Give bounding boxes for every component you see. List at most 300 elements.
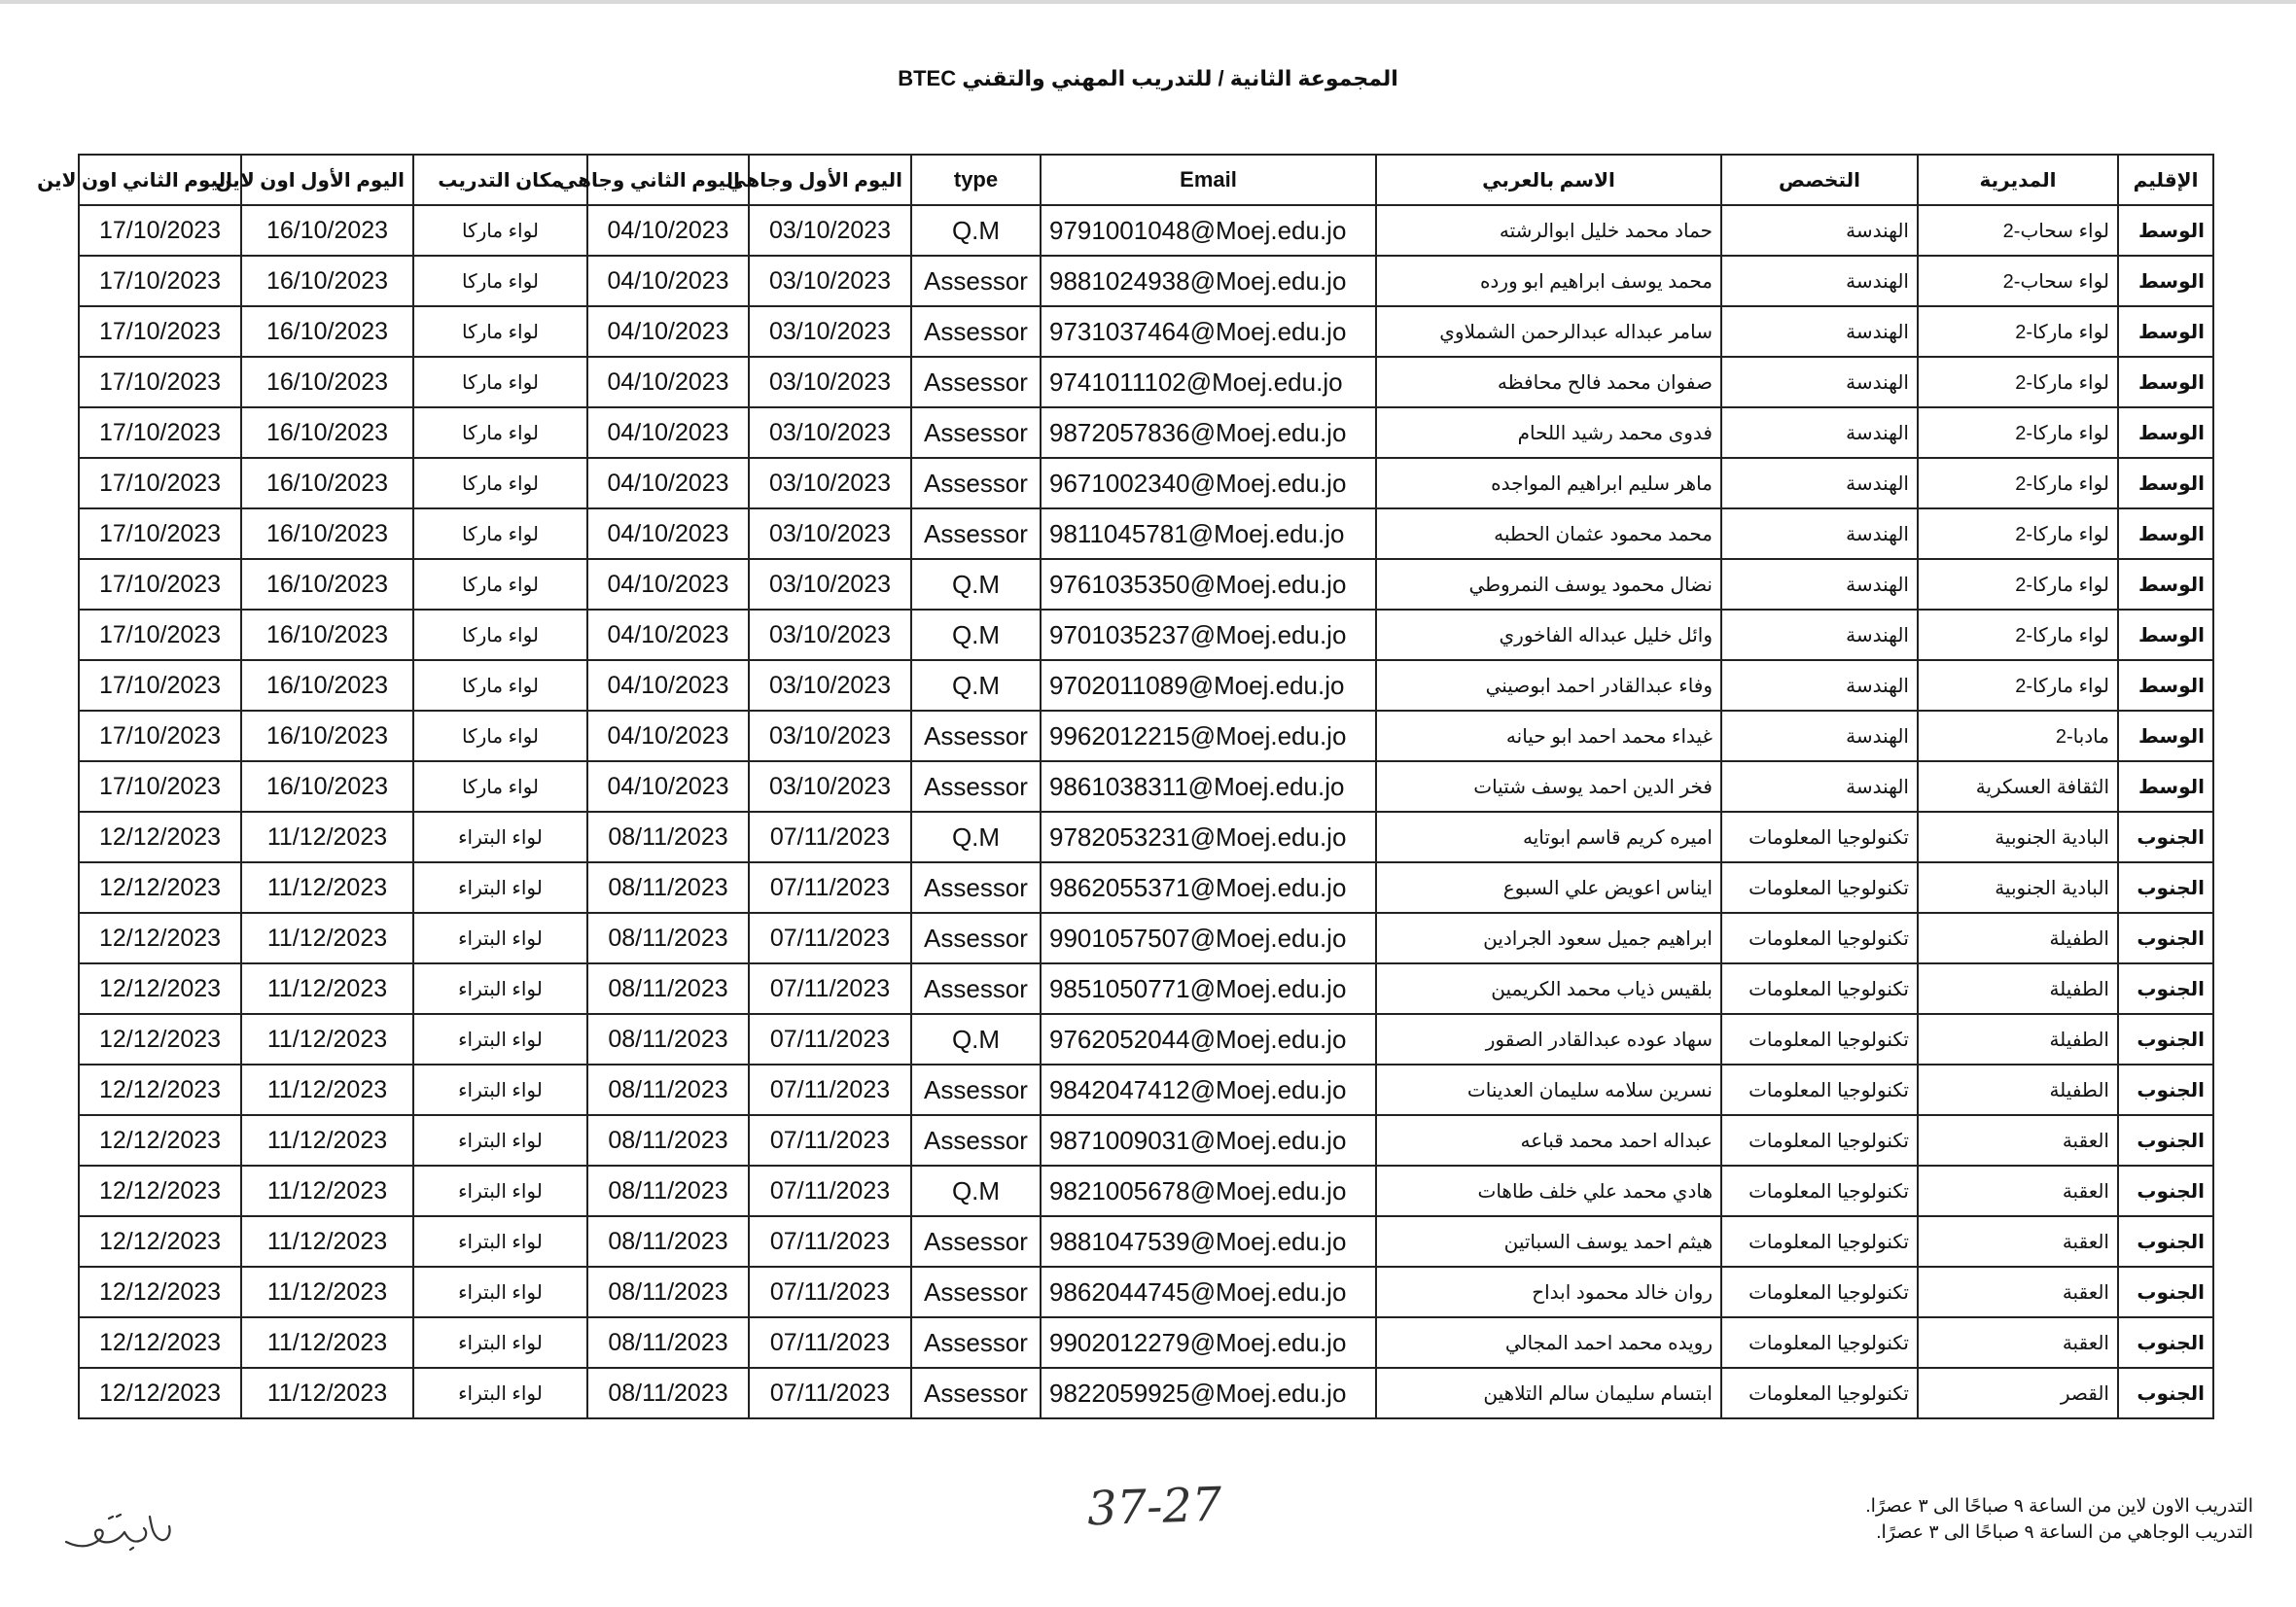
cell-specialty: تكنولوجيا المعلومات	[1721, 963, 1918, 1014]
cell-specialty: تكنولوجيا المعلومات	[1721, 1368, 1918, 1418]
cell-f2f-day2: 04/10/2023	[587, 610, 749, 660]
cell-email: 9902012279@Moej.edu.jo	[1041, 1317, 1376, 1368]
cell-f2f-day2: 08/11/2023	[587, 1317, 749, 1368]
header-directorate: المديرية	[1918, 155, 2118, 205]
cell-f2f-day1: 03/10/2023	[749, 559, 911, 610]
handwritten-signature	[60, 1505, 177, 1561]
trainees-table	[37, 154, 2214, 1419]
cell-region: الجنوب	[2118, 1166, 2213, 1216]
cell-f2f-day1: 03/10/2023	[749, 660, 911, 711]
cell-directorate: العقبة	[1918, 1317, 2118, 1368]
cell-f2f-day1: 07/11/2023	[749, 963, 911, 1014]
cell-training-place: لواء البتراء	[413, 1317, 587, 1368]
cell-f2f-day2: 08/11/2023	[587, 1267, 749, 1317]
cell-specialty: تكنولوجيا المعلومات	[1721, 862, 1918, 913]
cell-online-day1: 16/10/2023	[241, 407, 413, 458]
cell-region: الجنوب	[2118, 1317, 2213, 1368]
cell-type: Assessor	[911, 1267, 1041, 1317]
cell-region: الجنوب	[2118, 1216, 2213, 1267]
table-row	[79, 913, 2213, 963]
cell-f2f-day2: 04/10/2023	[587, 761, 749, 812]
cell-online-day1: 16/10/2023	[241, 306, 413, 357]
cell-name: محمد محمود عثمان الحطبه	[1376, 508, 1721, 559]
cell-directorate: القصر	[1918, 1368, 2118, 1418]
cell-type: Assessor	[911, 1216, 1041, 1267]
cell-type: Assessor	[911, 306, 1041, 357]
cell-region: الوسط	[2118, 357, 2213, 407]
cell-f2f-day1: 03/10/2023	[749, 458, 911, 508]
cell-f2f-day1: 07/11/2023	[749, 1014, 911, 1065]
cell-online-day2: 12/12/2023	[79, 1014, 241, 1065]
table-row	[79, 407, 2213, 458]
cell-email: 9741011102@Moej.edu.jo	[1041, 357, 1376, 407]
cell-online-day2: 12/12/2023	[79, 1317, 241, 1368]
cell-email: 9761035350@Moej.edu.jo	[1041, 559, 1376, 610]
cell-name: فدوى محمد رشيد اللحام	[1376, 407, 1721, 458]
table-row	[79, 761, 2213, 812]
cell-training-place: لواء ماركا	[413, 508, 587, 559]
cell-online-day2: 17/10/2023	[79, 357, 241, 407]
cell-email: 9881047539@Moej.edu.jo	[1041, 1216, 1376, 1267]
cell-online-day2: 17/10/2023	[79, 458, 241, 508]
header-online-day2: اليوم الثاني اون لاين	[79, 155, 241, 205]
footnote-online-hours: التدريب الاون لاين من الساعة ٩ صباحًا الى ٣ عصرًا.	[1865, 1496, 2253, 1517]
document-title: المجموعة الثانية / للتدريب المهني والتقني BTEC	[898, 66, 1398, 90]
cell-region: الوسط	[2118, 559, 2213, 610]
table-row	[79, 1014, 2213, 1065]
table-row	[79, 1267, 2213, 1317]
cell-online-day1: 11/12/2023	[241, 1216, 413, 1267]
cell-online-day2: 12/12/2023	[79, 1115, 241, 1166]
cell-specialty: الهندسة	[1721, 407, 1918, 458]
cell-directorate: الطفيلة	[1918, 1014, 2118, 1065]
cell-email: 9702011089@Moej.edu.jo	[1041, 660, 1376, 711]
cell-region: الجنوب	[2118, 812, 2213, 862]
cell-online-day2: 12/12/2023	[79, 1216, 241, 1267]
cell-training-place: لواء ماركا	[413, 407, 587, 458]
cell-f2f-day2: 04/10/2023	[587, 357, 749, 407]
cell-online-day1: 11/12/2023	[241, 1115, 413, 1166]
cell-f2f-day1: 03/10/2023	[749, 761, 911, 812]
cell-type: Assessor	[911, 357, 1041, 407]
cell-directorate: الطفيلة	[1918, 913, 2118, 963]
cell-online-day2: 17/10/2023	[79, 660, 241, 711]
cell-training-place: لواء ماركا	[413, 205, 587, 256]
cell-online-day1: 16/10/2023	[241, 711, 413, 761]
cell-specialty: الهندسة	[1721, 559, 1918, 610]
cell-name: عبداله احمد محمد قباعه	[1376, 1115, 1721, 1166]
footnote-f2f-hours: التدريب الوجاهي من الساعة ٩ صباحًا الى ٣ عصرًا.	[1876, 1522, 2253, 1543]
cell-online-day2: 17/10/2023	[79, 508, 241, 559]
cell-type: Assessor	[911, 407, 1041, 458]
cell-online-day1: 11/12/2023	[241, 913, 413, 963]
cell-region: الجنوب	[2118, 1267, 2213, 1317]
cell-directorate: لواء ماركا-2	[1918, 610, 2118, 660]
cell-type: Q.M	[911, 1166, 1041, 1216]
cell-email: 9811045781@Moej.edu.jo	[1041, 508, 1376, 559]
cell-region: الوسط	[2118, 256, 2213, 306]
cell-f2f-day1: 03/10/2023	[749, 205, 911, 256]
cell-email: 9901057507@Moej.edu.jo	[1041, 913, 1376, 963]
table-row	[79, 1166, 2213, 1216]
cell-name: غيداء محمد احمد ابو حيانه	[1376, 711, 1721, 761]
table-row	[79, 559, 2213, 610]
cell-online-day1: 16/10/2023	[241, 761, 413, 812]
cell-email: 9791001048@Moej.edu.jo	[1041, 205, 1376, 256]
cell-email: 9731037464@Moej.edu.jo	[1041, 306, 1376, 357]
table-row	[79, 610, 2213, 660]
cell-online-day1: 16/10/2023	[241, 660, 413, 711]
header-region: الإقليم	[2118, 155, 2213, 205]
cell-specialty: تكنولوجيا المعلومات	[1721, 913, 1918, 963]
cell-name: سهاد عوده عبدالقادر الصقور	[1376, 1014, 1721, 1065]
cell-directorate: لواء ماركا-2	[1918, 407, 2118, 458]
cell-f2f-day2: 04/10/2023	[587, 256, 749, 306]
cell-training-place: لواء البتراء	[413, 1368, 587, 1418]
cell-type: Assessor	[911, 458, 1041, 508]
table-row	[79, 205, 2213, 256]
cell-region: الجنوب	[2118, 963, 2213, 1014]
cell-online-day2: 17/10/2023	[79, 306, 241, 357]
cell-online-day1: 16/10/2023	[241, 205, 413, 256]
cell-training-place: لواء البتراء	[413, 963, 587, 1014]
table-row	[79, 508, 2213, 559]
cell-f2f-day1: 07/11/2023	[749, 862, 911, 913]
header-f2f-day1: اليوم الأول وجاهي	[749, 155, 911, 205]
cell-f2f-day1: 07/11/2023	[749, 913, 911, 963]
cell-region: الجنوب	[2118, 1368, 2213, 1418]
cell-f2f-day2: 04/10/2023	[587, 458, 749, 508]
cell-specialty: الهندسة	[1721, 357, 1918, 407]
table-row	[79, 812, 2213, 862]
cell-name: ابراهيم جميل سعود الجرادين	[1376, 913, 1721, 963]
table-row	[79, 1368, 2213, 1418]
cell-specialty: تكنولوجيا المعلومات	[1721, 1115, 1918, 1166]
cell-type: Assessor	[911, 711, 1041, 761]
cell-online-day1: 16/10/2023	[241, 508, 413, 559]
cell-region: الجنوب	[2118, 1014, 2213, 1065]
cell-region: الوسط	[2118, 711, 2213, 761]
cell-training-place: لواء البتراء	[413, 1065, 587, 1115]
table-row	[79, 256, 2213, 306]
cell-online-day2: 12/12/2023	[79, 1065, 241, 1115]
cell-name: ابتسام سليمان سالم التلاهين	[1376, 1368, 1721, 1418]
cell-online-day2: 12/12/2023	[79, 812, 241, 862]
cell-name: نسرين سلامه سليمان العدينات	[1376, 1065, 1721, 1115]
cell-training-place: لواء البتراء	[413, 1166, 587, 1216]
cell-specialty: الهندسة	[1721, 256, 1918, 306]
cell-online-day1: 16/10/2023	[241, 357, 413, 407]
page-top-rule	[0, 0, 2296, 4]
cell-specialty: تكنولوجيا المعلومات	[1721, 1014, 1918, 1065]
header-email: Email	[1041, 155, 1376, 205]
cell-online-day2: 17/10/2023	[79, 559, 241, 610]
cell-online-day1: 11/12/2023	[241, 862, 413, 913]
cell-email: 9842047412@Moej.edu.jo	[1041, 1065, 1376, 1115]
cell-directorate: لواء سحاب-2	[1918, 256, 2118, 306]
table-body	[79, 205, 2213, 1418]
cell-training-place: لواء ماركا	[413, 256, 587, 306]
cell-directorate: الطفيلة	[1918, 1065, 2118, 1115]
cell-type: Assessor	[911, 761, 1041, 812]
cell-f2f-day1: 03/10/2023	[749, 711, 911, 761]
cell-specialty: الهندسة	[1721, 205, 1918, 256]
cell-f2f-day2: 04/10/2023	[587, 660, 749, 711]
cell-region: الجنوب	[2118, 1065, 2213, 1115]
cell-email: 9701035237@Moej.edu.jo	[1041, 610, 1376, 660]
cell-name: صفوان محمد فالح محافظه	[1376, 357, 1721, 407]
table-row	[79, 1065, 2213, 1115]
cell-training-place: لواء البتراء	[413, 812, 587, 862]
cell-region: الوسط	[2118, 508, 2213, 559]
table-row	[79, 1317, 2213, 1368]
cell-training-place: لواء ماركا	[413, 559, 587, 610]
table-row	[79, 711, 2213, 761]
cell-online-day2: 12/12/2023	[79, 913, 241, 963]
cell-region: الوسط	[2118, 205, 2213, 256]
cell-f2f-day1: 07/11/2023	[749, 1216, 911, 1267]
cell-type: Assessor	[911, 963, 1041, 1014]
cell-type: Q.M	[911, 812, 1041, 862]
cell-f2f-day1: 03/10/2023	[749, 508, 911, 559]
cell-email: 9881024938@Moej.edu.jo	[1041, 256, 1376, 306]
cell-online-day1: 11/12/2023	[241, 1166, 413, 1216]
cell-online-day2: 12/12/2023	[79, 1368, 241, 1418]
cell-f2f-day2: 08/11/2023	[587, 1166, 749, 1216]
cell-training-place: لواء ماركا	[413, 306, 587, 357]
header-name: الاسم بالعربي	[1376, 155, 1721, 205]
cell-training-place: لواء البتراء	[413, 1267, 587, 1317]
cell-name: هادي محمد علي خلف طاهات	[1376, 1166, 1721, 1216]
cell-email: 9962012215@Moej.edu.jo	[1041, 711, 1376, 761]
cell-region: الوسط	[2118, 458, 2213, 508]
cell-f2f-day2: 04/10/2023	[587, 407, 749, 458]
cell-specialty: الهندسة	[1721, 660, 1918, 711]
cell-online-day2: 17/10/2023	[79, 610, 241, 660]
cell-online-day2: 17/10/2023	[79, 256, 241, 306]
header-f2f-day2: اليوم الثاني وجاهي	[587, 155, 749, 205]
cell-f2f-day2: 04/10/2023	[587, 711, 749, 761]
cell-specialty: الهندسة	[1721, 458, 1918, 508]
cell-type: Q.M	[911, 1014, 1041, 1065]
cell-specialty: تكنولوجيا المعلومات	[1721, 1065, 1918, 1115]
cell-online-day2: 17/10/2023	[79, 711, 241, 761]
cell-training-place: لواء ماركا	[413, 761, 587, 812]
cell-email: 9851050771@Moej.edu.jo	[1041, 963, 1376, 1014]
cell-training-place: لواء ماركا	[413, 660, 587, 711]
cell-type: Q.M	[911, 660, 1041, 711]
cell-specialty: تكنولوجيا المعلومات	[1721, 1166, 1918, 1216]
cell-training-place: لواء البتراء	[413, 1216, 587, 1267]
table-row	[79, 660, 2213, 711]
table-row	[79, 458, 2213, 508]
cell-email: 9862055371@Moej.edu.jo	[1041, 862, 1376, 913]
handwritten-page-number: 37-27	[1086, 1477, 1223, 1537]
cell-region: الوسط	[2118, 306, 2213, 357]
cell-f2f-day2: 04/10/2023	[587, 559, 749, 610]
footnotes	[1865, 1493, 2253, 1546]
cell-training-place: لواء البتراء	[413, 862, 587, 913]
cell-specialty: الهندسة	[1721, 761, 1918, 812]
cell-online-day1: 11/12/2023	[241, 1368, 413, 1418]
table-row	[79, 357, 2213, 407]
cell-name: بلقيس ذياب محمد الكريمين	[1376, 963, 1721, 1014]
cell-online-day2: 17/10/2023	[79, 761, 241, 812]
cell-online-day1: 11/12/2023	[241, 1317, 413, 1368]
cell-region: الوسط	[2118, 610, 2213, 660]
cell-type: Assessor	[911, 862, 1041, 913]
cell-email: 9671002340@Moej.edu.jo	[1041, 458, 1376, 508]
cell-directorate: الطفيلة	[1918, 963, 2118, 1014]
cell-f2f-day2: 08/11/2023	[587, 1065, 749, 1115]
cell-region: الجنوب	[2118, 862, 2213, 913]
cell-online-day1: 16/10/2023	[241, 559, 413, 610]
cell-email: 9762052044@Moej.edu.jo	[1041, 1014, 1376, 1065]
cell-directorate: لواء ماركا-2	[1918, 306, 2118, 357]
cell-region: الوسط	[2118, 761, 2213, 812]
cell-type: Assessor	[911, 913, 1041, 963]
cell-email: 9821005678@Moej.edu.jo	[1041, 1166, 1376, 1216]
cell-f2f-day1: 03/10/2023	[749, 256, 911, 306]
cell-specialty: الهندسة	[1721, 610, 1918, 660]
cell-name: حماد محمد خليل ابوالرشته	[1376, 205, 1721, 256]
cell-type: Assessor	[911, 508, 1041, 559]
cell-f2f-day2: 08/11/2023	[587, 1014, 749, 1065]
table-row	[79, 1115, 2213, 1166]
cell-f2f-day2: 04/10/2023	[587, 205, 749, 256]
cell-specialty: تكنولوجيا المعلومات	[1721, 812, 1918, 862]
cell-name: وفاء عبدالقادر احمد ابوصيني	[1376, 660, 1721, 711]
cell-name: ايناس اعويض علي السبوع	[1376, 862, 1721, 913]
cell-directorate: العقبة	[1918, 1216, 2118, 1267]
cell-online-day1: 11/12/2023	[241, 963, 413, 1014]
cell-directorate: العقبة	[1918, 1115, 2118, 1166]
cell-name: فخر الدين احمد يوسف شتيات	[1376, 761, 1721, 812]
table-row	[79, 963, 2213, 1014]
cell-directorate: لواء ماركا-2	[1918, 357, 2118, 407]
cell-type: Assessor	[911, 1317, 1041, 1368]
cell-f2f-day2: 08/11/2023	[587, 812, 749, 862]
cell-directorate: لواء ماركا-2	[1918, 660, 2118, 711]
cell-online-day1: 11/12/2023	[241, 812, 413, 862]
cell-name: نضال محمود يوسف النمروطي	[1376, 559, 1721, 610]
cell-f2f-day1: 07/11/2023	[749, 812, 911, 862]
cell-type: Q.M	[911, 610, 1041, 660]
cell-type: Assessor	[911, 256, 1041, 306]
cell-f2f-day1: 07/11/2023	[749, 1115, 911, 1166]
cell-name: محمد يوسف ابراهيم ابو ورده	[1376, 256, 1721, 306]
cell-email: 9871009031@Moej.edu.jo	[1041, 1115, 1376, 1166]
cell-f2f-day2: 08/11/2023	[587, 963, 749, 1014]
cell-email: 9782053231@Moej.edu.jo	[1041, 812, 1376, 862]
cell-online-day2: 12/12/2023	[79, 1267, 241, 1317]
table-header-row	[79, 155, 2213, 205]
cell-training-place: لواء البتراء	[413, 913, 587, 963]
cell-f2f-day2: 08/11/2023	[587, 913, 749, 963]
cell-training-place: لواء ماركا	[413, 458, 587, 508]
cell-name: روان خالد محمود ابداح	[1376, 1267, 1721, 1317]
cell-name: اميره كريم قاسم ابوتايه	[1376, 812, 1721, 862]
header-type: type	[911, 155, 1041, 205]
table-row	[79, 306, 2213, 357]
cell-online-day1: 11/12/2023	[241, 1065, 413, 1115]
cell-f2f-day2: 08/11/2023	[587, 1368, 749, 1418]
cell-f2f-day2: 08/11/2023	[587, 862, 749, 913]
cell-type: Q.M	[911, 559, 1041, 610]
cell-region: الجنوب	[2118, 1115, 2213, 1166]
header-training-place: مكان التدريب	[413, 155, 587, 205]
cell-directorate: البادية الجنوبية	[1918, 812, 2118, 862]
cell-directorate: مادبا-2	[1918, 711, 2118, 761]
cell-online-day2: 12/12/2023	[79, 963, 241, 1014]
cell-online-day1: 11/12/2023	[241, 1267, 413, 1317]
cell-f2f-day1: 07/11/2023	[749, 1317, 911, 1368]
cell-f2f-day1: 07/11/2023	[749, 1267, 911, 1317]
cell-directorate: لواء ماركا-2	[1918, 458, 2118, 508]
cell-online-day2: 17/10/2023	[79, 205, 241, 256]
cell-f2f-day2: 04/10/2023	[587, 306, 749, 357]
cell-online-day2: 12/12/2023	[79, 862, 241, 913]
cell-region: الوسط	[2118, 407, 2213, 458]
cell-training-place: لواء البتراء	[413, 1115, 587, 1166]
cell-region: الوسط	[2118, 660, 2213, 711]
cell-name: رويده محمد احمد المجالي	[1376, 1317, 1721, 1368]
cell-online-day2: 17/10/2023	[79, 407, 241, 458]
cell-specialty: الهندسة	[1721, 306, 1918, 357]
cell-directorate: الثقافة العسكرية	[1918, 761, 2118, 812]
cell-specialty: تكنولوجيا المعلومات	[1721, 1216, 1918, 1267]
cell-f2f-day1: 07/11/2023	[749, 1065, 911, 1115]
cell-training-place: لواء ماركا	[413, 711, 587, 761]
table-row	[79, 862, 2213, 913]
cell-training-place: لواء ماركا	[413, 610, 587, 660]
cell-f2f-day1: 03/10/2023	[749, 357, 911, 407]
cell-name: ماهر سليم ابراهيم المواجده	[1376, 458, 1721, 508]
cell-directorate: لواء سحاب-2	[1918, 205, 2118, 256]
cell-directorate: لواء ماركا-2	[1918, 508, 2118, 559]
cell-email: 9822059925@Moej.edu.jo	[1041, 1368, 1376, 1418]
cell-directorate: لواء ماركا-2	[1918, 559, 2118, 610]
header-specialty: التخصص	[1721, 155, 1918, 205]
cell-f2f-day2: 04/10/2023	[587, 508, 749, 559]
cell-f2f-day1: 07/11/2023	[749, 1368, 911, 1418]
cell-f2f-day2: 08/11/2023	[587, 1216, 749, 1267]
cell-specialty: تكنولوجيا المعلومات	[1721, 1267, 1918, 1317]
cell-f2f-day2: 08/11/2023	[587, 1115, 749, 1166]
cell-specialty: الهندسة	[1721, 711, 1918, 761]
header-online-day1: اليوم الأول اون لاين	[241, 155, 413, 205]
cell-type: Assessor	[911, 1065, 1041, 1115]
cell-training-place: لواء البتراء	[413, 1014, 587, 1065]
cell-online-day2: 12/12/2023	[79, 1166, 241, 1216]
cell-f2f-day1: 03/10/2023	[749, 407, 911, 458]
cell-email: 9862044745@Moej.edu.jo	[1041, 1267, 1376, 1317]
cell-directorate: العقبة	[1918, 1166, 2118, 1216]
cell-f2f-day1: 03/10/2023	[749, 610, 911, 660]
cell-specialty: الهندسة	[1721, 508, 1918, 559]
cell-online-day1: 16/10/2023	[241, 610, 413, 660]
cell-email: 9861038311@Moej.edu.jo	[1041, 761, 1376, 812]
cell-online-day1: 16/10/2023	[241, 256, 413, 306]
cell-directorate: العقبة	[1918, 1267, 2118, 1317]
cell-specialty: تكنولوجيا المعلومات	[1721, 1317, 1918, 1368]
cell-directorate: البادية الجنوبية	[1918, 862, 2118, 913]
cell-training-place: لواء ماركا	[413, 357, 587, 407]
cell-name: وائل خليل عبداله الفاخوري	[1376, 610, 1721, 660]
cell-online-day1: 11/12/2023	[241, 1014, 413, 1065]
cell-f2f-day1: 03/10/2023	[749, 306, 911, 357]
table-row	[79, 1216, 2213, 1267]
